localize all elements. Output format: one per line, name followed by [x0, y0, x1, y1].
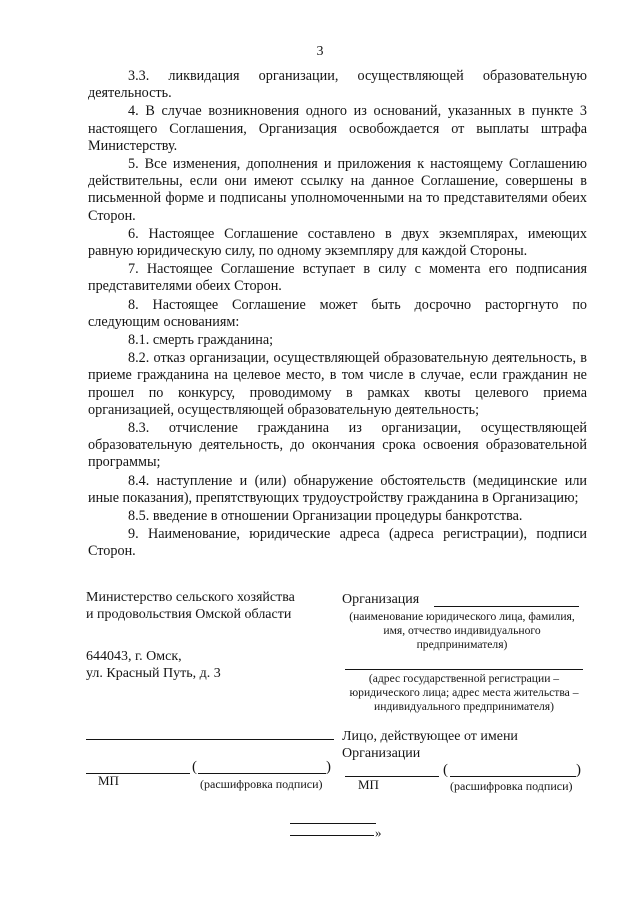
left-paren-open: (	[192, 759, 197, 775]
page-number: 3	[316, 44, 324, 59]
left-party-address-line1: 644043, г. Омск,	[86, 649, 182, 664]
left-signature-caption: (расшифровка подписи)	[200, 777, 323, 791]
address-caption: (адрес государственной регистрации – юридического лица; адрес места жительства – индивидуального предпринимателя)	[349, 672, 579, 713]
agreement-body	[88, 68, 587, 562]
representative-label-line1: Лицо, действующее от имени	[342, 729, 518, 744]
org-label: Организация	[342, 592, 420, 607]
paragraph-3-3: 3.3. ликвидация организации, осуществляющей образовательную деятельность.	[88, 68, 587, 102]
paragraph-7: 7. Настоящее Соглашение вступает в силу с момента его подписания представителями обеих Сторон.	[88, 261, 587, 295]
left-paren-close: )	[326, 759, 331, 775]
org-name-line	[434, 606, 579, 607]
paragraph-8: 8. Настоящее Соглашение может быть досрочно расторгнуто по следующим основаниям:	[88, 296, 587, 330]
right-signature-caption: (расшифровка подписи)	[450, 779, 573, 793]
paragraph-6: 6. Настоящее Соглашение составлено в двух экземплярах, имеющих равную юридическую силу, по одному экземпляру для каждой Стороны.	[88, 225, 587, 260]
paragraph-8-4: 8.4. наступление и (или) обнаружение обстоятельств (медицинские или иные показания), препятствующих трудоустройству гражданина в Организацию;	[88, 472, 587, 506]
right-paren-close: )	[576, 762, 581, 778]
right-paren-open: (	[443, 762, 448, 778]
left-party-block	[86, 589, 336, 682]
left-seal-label: МП	[98, 773, 119, 788]
left-signature-line	[86, 739, 334, 740]
left-party-address-line2: ул. Красный Путь, д. 3	[86, 666, 221, 681]
date-line-1	[290, 823, 376, 824]
representative-label-line2: Организации	[342, 746, 421, 761]
org-address-line	[345, 669, 583, 670]
paragraph-8-5: 8.5. введение в отношении Организации процедуры банкротства.	[128, 508, 523, 525]
org-caption: (наименование юридического лица, фамилия, имя, отчество индивидуального предпринимателя)	[349, 610, 575, 651]
paragraph-8-3: 8.3. отчисление гражданина из организации, осуществляющей образовательную деятельность, до окончания срока освоения образовательной программы;	[88, 420, 587, 471]
paragraph-5: 5. Все изменения, дополнения и приложения к настоящему Соглашению действительны, если они имеют ссылку на данное Соглашение, совершены в письменной форме и подписаны уполномоченными на то представителями обеих Сторон.	[88, 156, 587, 224]
left-party-name-line2: и продовольствия Омской области	[86, 607, 292, 622]
right-name-line	[450, 776, 576, 777]
paragraph-8-1: 8.1. смерть гражданина;	[128, 332, 274, 349]
date-line-2	[290, 835, 374, 836]
paragraph-8-2: 8.2. отказ организации, осуществляющей образовательную деятельность, в приеме гражданина на целевое место, в том числе в случае, если гражданин не прошел по конкурсу, проводимому в рамках квоты целевого приема организацией, осуществляющей образовательную деятельность;	[88, 350, 587, 418]
date-closing-quote: »	[375, 825, 382, 840]
right-seal-label: МП	[358, 777, 379, 792]
left-party-name-line1: Министерство сельского хозяйства	[86, 590, 295, 605]
paragraph-9: 9. Наименование, юридические адреса (адреса регистрации), подписи Сторон.	[88, 526, 587, 560]
left-name-line	[198, 773, 326, 774]
paragraph-4: 4. В случае возникновения одного из оснований, указанных в пункте 3 настоящего Соглашения, Организация освобождается от выплаты штрафа Министерству.	[88, 103, 587, 154]
